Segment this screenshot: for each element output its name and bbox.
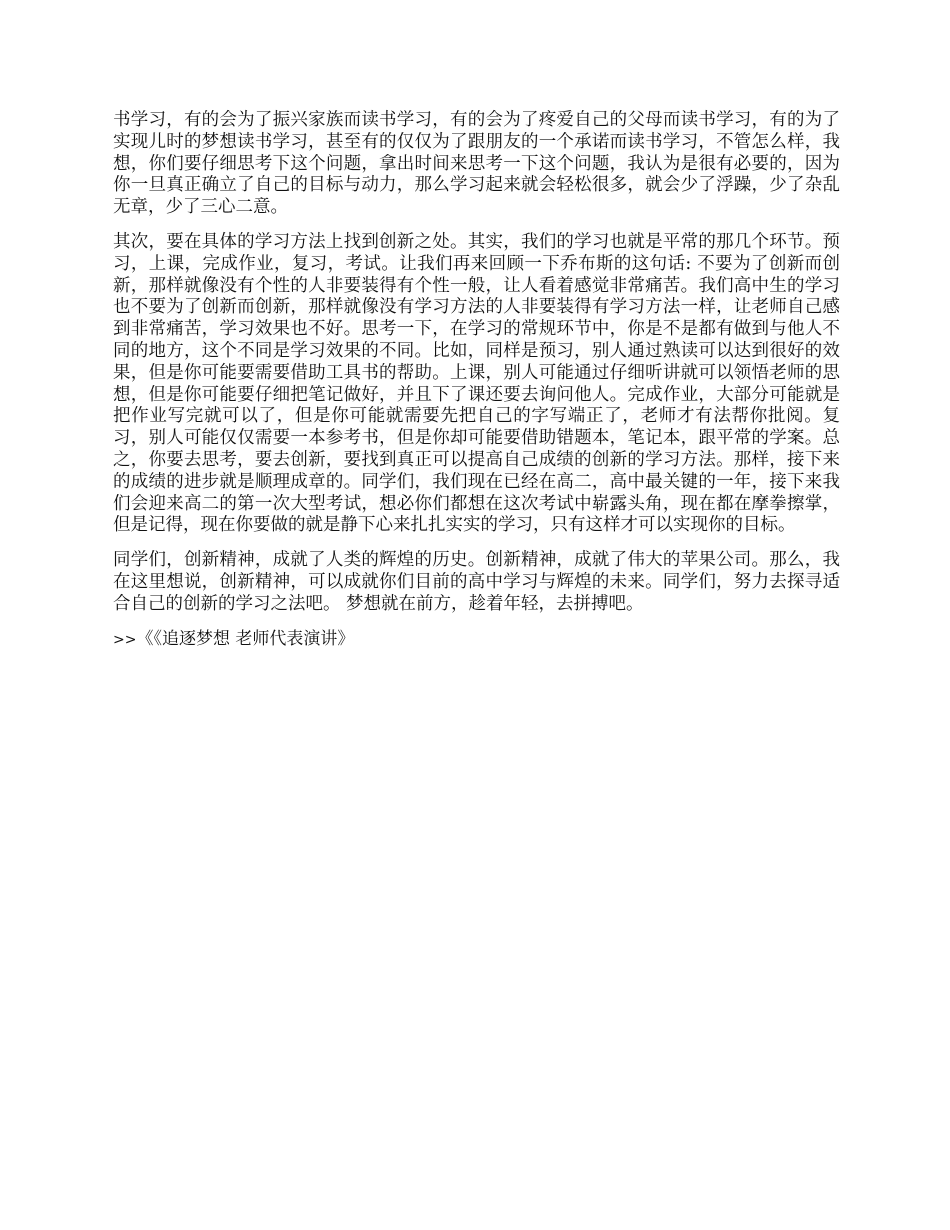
link-text[interactable]: 《《追逐梦想 老师代表演讲》 bbox=[136, 628, 355, 649]
link-prefix: >> bbox=[113, 631, 137, 648]
paragraph-1: 书学习，有的会为了振兴家族而读书学习，有的会为了疼爱自己的父母而读书学习，有的为了实现儿时的梦想读书学习，甚至有的仅仅为了跟朋友的一个承诺而读书学习，不管怎么样，我想，你们要仔细思考下这个问题，拿出时间来思考一下这个问题，我认为是很有必要的，因为你一旦真正确立了自己的目标与动力，那么学习起来就会轻松很多，就会少了浮躁，少了杂乱无章，少了三心二意。 bbox=[113, 110, 840, 218]
paragraph-3: 同学们，创新精神，成就了人类的辉煌的历史。创新精神，成就了伟大的苹果公司。那么，我在这里想说，创新精神，可以成就你们目前的高中学习与辉煌的未来。同学们，努力去探寻适合自己的创新的学习之法吧。 梦想就在前方，趁着年轻，去拼搏吧。 bbox=[113, 550, 840, 614]
paragraph-2: 其次，要在具体的学习方法上找到创新之处。其实，我们的学习也就是平常的那几个环节。预习，上课，完成作业，复习，考试。让我们再来回顾一下乔布斯的这句话: 不要为了创新而创新，那样就像没有个性的人非要装得有个性一般，让人看着感觉非常痛苦。我们高中生的学习也不要为了创新而创新，那样就像没有学习方法的人非要装得有学习方法一样，让老师自己感到非常痛苦，学习效果也不好。思考一下，在学习的常规环节中，你是不是都有做到与他人不同的地方，这个不同是学习效果的不同。比如，同样是预习，别人通过熟读可以达到很好的效果，但是你可能要需要借助工具书的帮助。上课，别人可能通过仔细听讲就可以领悟老师的思想，但是你可能要仔细把笔记做好，并且下了课还要去询问他人。完成作业，大部分可能就是把作业写完就可以了，但是你可能就需要先把自己的字写端正了，老师才有法帮你批阅。复习，别人可能仅仅需要一本参考书，但是你却可能要借助错题本，笔记本，跟平常的学案。总之，你要去思考，要去创新，要找到真正可以提高自己成绩的创新的学习方法。那样，接下来的成绩的进步就是顺理成章的。同学们，我们现在已经在高二，高中最关键的一年，接下来我们会迎来高二的第一次大型考试，想必你们都想在这次考试中崭露头角，现在都在摩拳擦掌，但是记得，现在你要做的就是静下心来扎扎实实的学习，只有这样才可以实现你的目标。 bbox=[113, 231, 840, 536]
related-article-link[interactable] bbox=[113, 629, 840, 652]
document-body bbox=[113, 110, 840, 651]
